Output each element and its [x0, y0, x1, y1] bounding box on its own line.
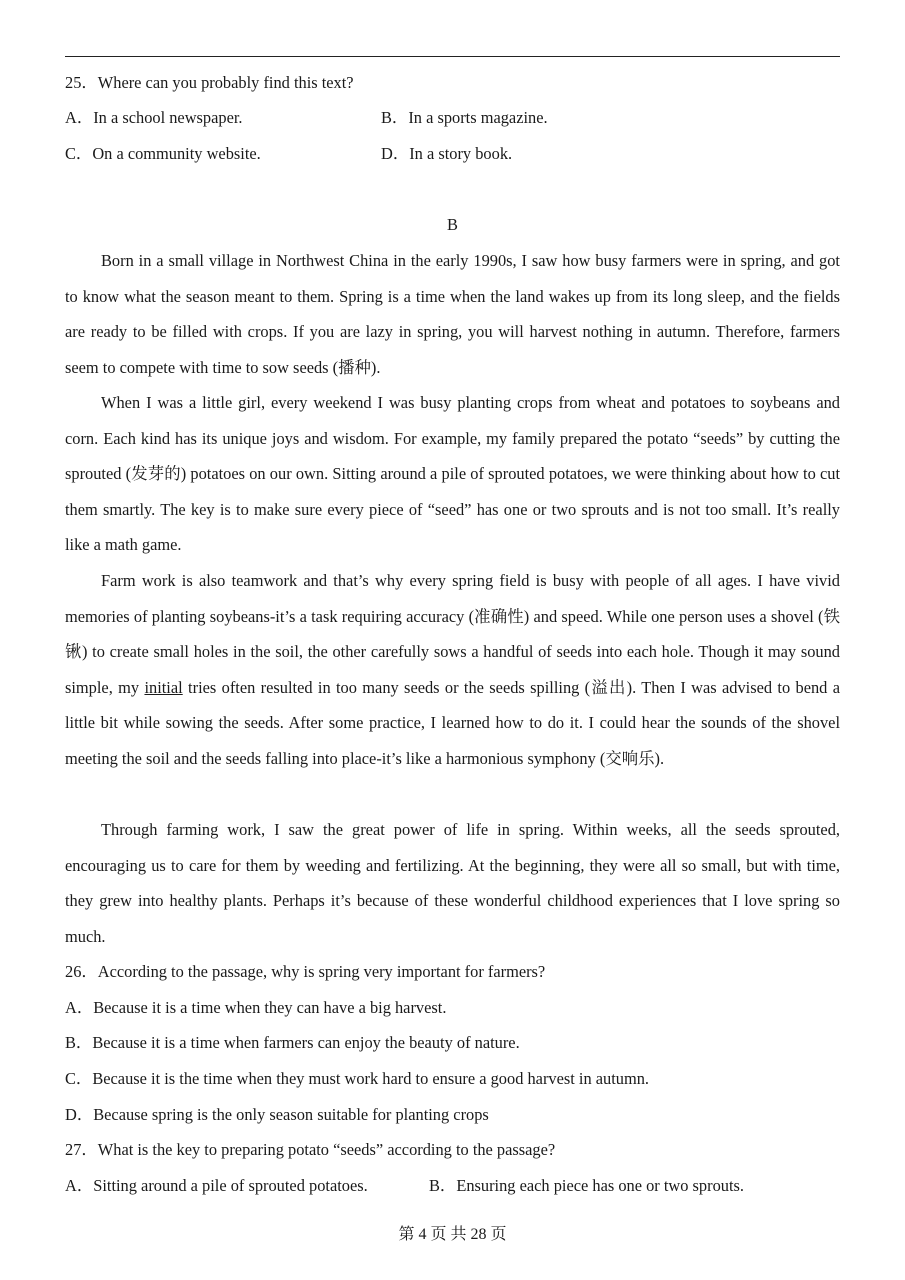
- q25-stem: 25．Where can you probably find this text?: [65, 73, 354, 92]
- top-divider: [65, 56, 840, 57]
- q25-option-d: D．In a story book.: [381, 144, 513, 163]
- q26-option-a: A．Because it is a time when they can have a big harvest.: [65, 998, 447, 1017]
- passage-paragraph-3: [65, 563, 840, 777]
- underlined-word: initial: [144, 677, 183, 697]
- q27-stem: 27．What is the key to preparing potato “seeds” according to the passage?: [65, 1140, 556, 1159]
- passage-paragraph-1: [65, 243, 840, 385]
- q26-option-c: C．Because it is the time when they must work hard to ensure a good harvest in autumn.: [65, 1069, 650, 1088]
- passage-paragraph-4: [65, 812, 840, 954]
- q27-option-a: A．Sitting around a pile of sprouted potatoes.: [65, 1176, 368, 1195]
- paragraph-3-text-start: Farm work is also teamwork and that’s why every spring field is busy with people of all ages. I have vivid memories of planting soybeans-it’s a task requiring accuracy (准确性) and speed. While one person uses a shovel (铁锹) to create small holes in the soil, the other carefully sows a handful of seeds into each hole. Though it may sound simple, my: [65, 571, 840, 697]
- passage-paragraph-2: [65, 385, 840, 563]
- q27-option-b: B．Ensuring each piece has one or two sprouts.: [429, 1176, 744, 1195]
- section-label: B: [447, 215, 458, 234]
- paragraph-3-text-end: tries often resulted in too many seeds or the seeds spilling (溢出). Then I was advised to bend a little bit while sowing the seeds. After some practice, I learned how to do it. I could hear the sounds of the shovel meeting the soil and the seeds falling into place-it’s like a harmonious symphony (交响乐).: [65, 677, 840, 768]
- q25-option-b: B．In a sports magazine.: [381, 108, 548, 127]
- q26-option-b: B．Because it is a time when farmers can enjoy the beauty of nature.: [65, 1033, 520, 1052]
- q26-stem: 26．According to the passage, why is spring very important for farmers?: [65, 962, 546, 981]
- paragraph-4-text: Through farming work, I saw the great power of life in spring. Within weeks, all the seeds sprouted, encouraging us to care for them by weeding and fertilizing. At the beginning, they were all so small, but with time, they grew into healthy plants. Perhaps it’s because of these wonderful childhood experiences that I love spring so much.: [65, 820, 840, 946]
- paragraph-1-text: Born in a small village in Northwest China in the early 1990s, I saw how busy farmers were in spring, and got to know what the season meant to them. Spring is a time when the land wakes up from its long sleep, and the fields are ready to be filled with crops. If you are lazy in spring, you will harvest nothing in autumn. Therefore, farmers seem to compete with time to sow seeds (播种).: [65, 251, 840, 377]
- q25-option-c: C．On a community website.: [65, 144, 261, 163]
- paragraph-2-text: When I was a little girl, every weekend I was busy planting crops from wheat and potatoes to soybeans and corn. Each kind has its unique joys and wisdom. For example, my family prepared the potato “seeds” by cutting the sprouted (发芽的) potatoes on our own. Sitting around a pile of sprouted potatoes, we were thinking about how to cut them smartly. The key is to make sure every piece of “seed” has one or two sprouts and is not too small. It’s really like a math game.: [65, 393, 840, 555]
- page-footer: 第 4 页 共 28 页: [398, 1226, 507, 1243]
- q26-option-d: D．Because spring is the only season suitable for planting crops: [65, 1105, 489, 1124]
- q25-option-a: A．In a school newspaper.: [65, 108, 243, 127]
